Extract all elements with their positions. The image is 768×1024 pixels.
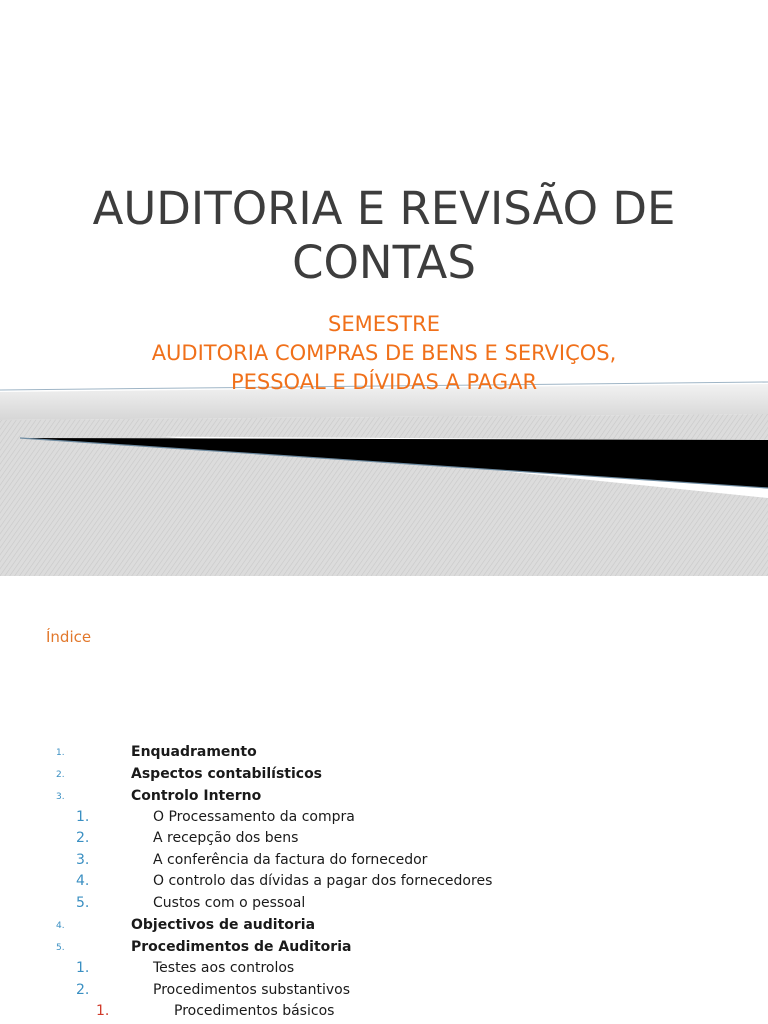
index-slide bbox=[0, 576, 768, 1024]
toc-subitem-number: 1. bbox=[76, 809, 90, 825]
main-title bbox=[0, 182, 768, 290]
decorative-band bbox=[0, 380, 768, 576]
toc-subsubitem-number: 1. bbox=[96, 1003, 110, 1019]
toc-item-number: 5. bbox=[56, 943, 65, 953]
toc-item bbox=[0, 764, 768, 785]
toc-subitem bbox=[0, 893, 768, 914]
toc-subitem bbox=[0, 980, 768, 1001]
toc-subitem-number: 5. bbox=[76, 895, 90, 911]
toc-subitem-label: Procedimentos substantivos bbox=[153, 982, 351, 998]
toc-subitem-label: O Processamento da compra bbox=[153, 809, 355, 825]
toc-subitem-number: 2. bbox=[76, 830, 90, 846]
toc-subitem-number: 4. bbox=[76, 873, 90, 889]
toc-subitem bbox=[0, 871, 768, 892]
toc-item-label: Objectivos de auditoria bbox=[131, 917, 316, 933]
toc-item-label: Enquadramento bbox=[131, 744, 257, 760]
toc-item-label: Aspectos contabilísticos bbox=[131, 766, 323, 782]
toc-item-label: Procedimentos de Auditoria bbox=[131, 939, 352, 955]
toc-item-label: Controlo Interno bbox=[131, 788, 262, 804]
toc-subitem-label: Custos com o pessoal bbox=[153, 895, 306, 911]
subtitle-line-2: AUDITORIA COMPRAS DE BENS E SERVIÇOS, bbox=[151, 341, 617, 365]
toc-item bbox=[0, 742, 768, 763]
subtitle-line-1: SEMESTRE bbox=[327, 312, 440, 336]
toc-item-number: 2. bbox=[56, 770, 65, 780]
main-title-line-1: AUDITORIA E REVISÃO DE bbox=[92, 182, 676, 235]
toc-item bbox=[0, 786, 768, 807]
index-heading: Índice bbox=[46, 628, 92, 646]
subtitle-line-3: PESSOAL E DÍVIDAS A PAGAR bbox=[230, 370, 538, 394]
toc-subitem-label: A recepção dos bens bbox=[153, 830, 299, 846]
toc-subitem bbox=[0, 828, 768, 849]
toc-subitem bbox=[0, 807, 768, 828]
toc-subitem bbox=[0, 850, 768, 871]
toc-subitem-number: 1. bbox=[76, 960, 90, 976]
toc-subitem-label: O controlo das dívidas a pagar dos fornecedores bbox=[153, 873, 493, 889]
toc-subitem-number: 3. bbox=[76, 852, 90, 868]
toc-item-number: 1. bbox=[56, 748, 65, 758]
toc-item-number: 3. bbox=[56, 792, 65, 802]
subtitle bbox=[0, 310, 768, 397]
toc-subsubitem bbox=[0, 1001, 768, 1022]
toc-subitem-label: A conferência da factura do fornecedor bbox=[153, 852, 428, 868]
main-title-line-2: CONTAS bbox=[292, 236, 476, 289]
toc-subitem-number: 2. bbox=[76, 982, 90, 998]
toc-subitem-label: Testes aos controlos bbox=[153, 960, 295, 976]
toc-subitem bbox=[0, 958, 768, 979]
toc-subsubitem-label: Procedimentos básicos bbox=[174, 1003, 335, 1019]
toc-item bbox=[0, 937, 768, 958]
toc-item-number: 4. bbox=[56, 921, 65, 931]
toc-item bbox=[0, 915, 768, 936]
